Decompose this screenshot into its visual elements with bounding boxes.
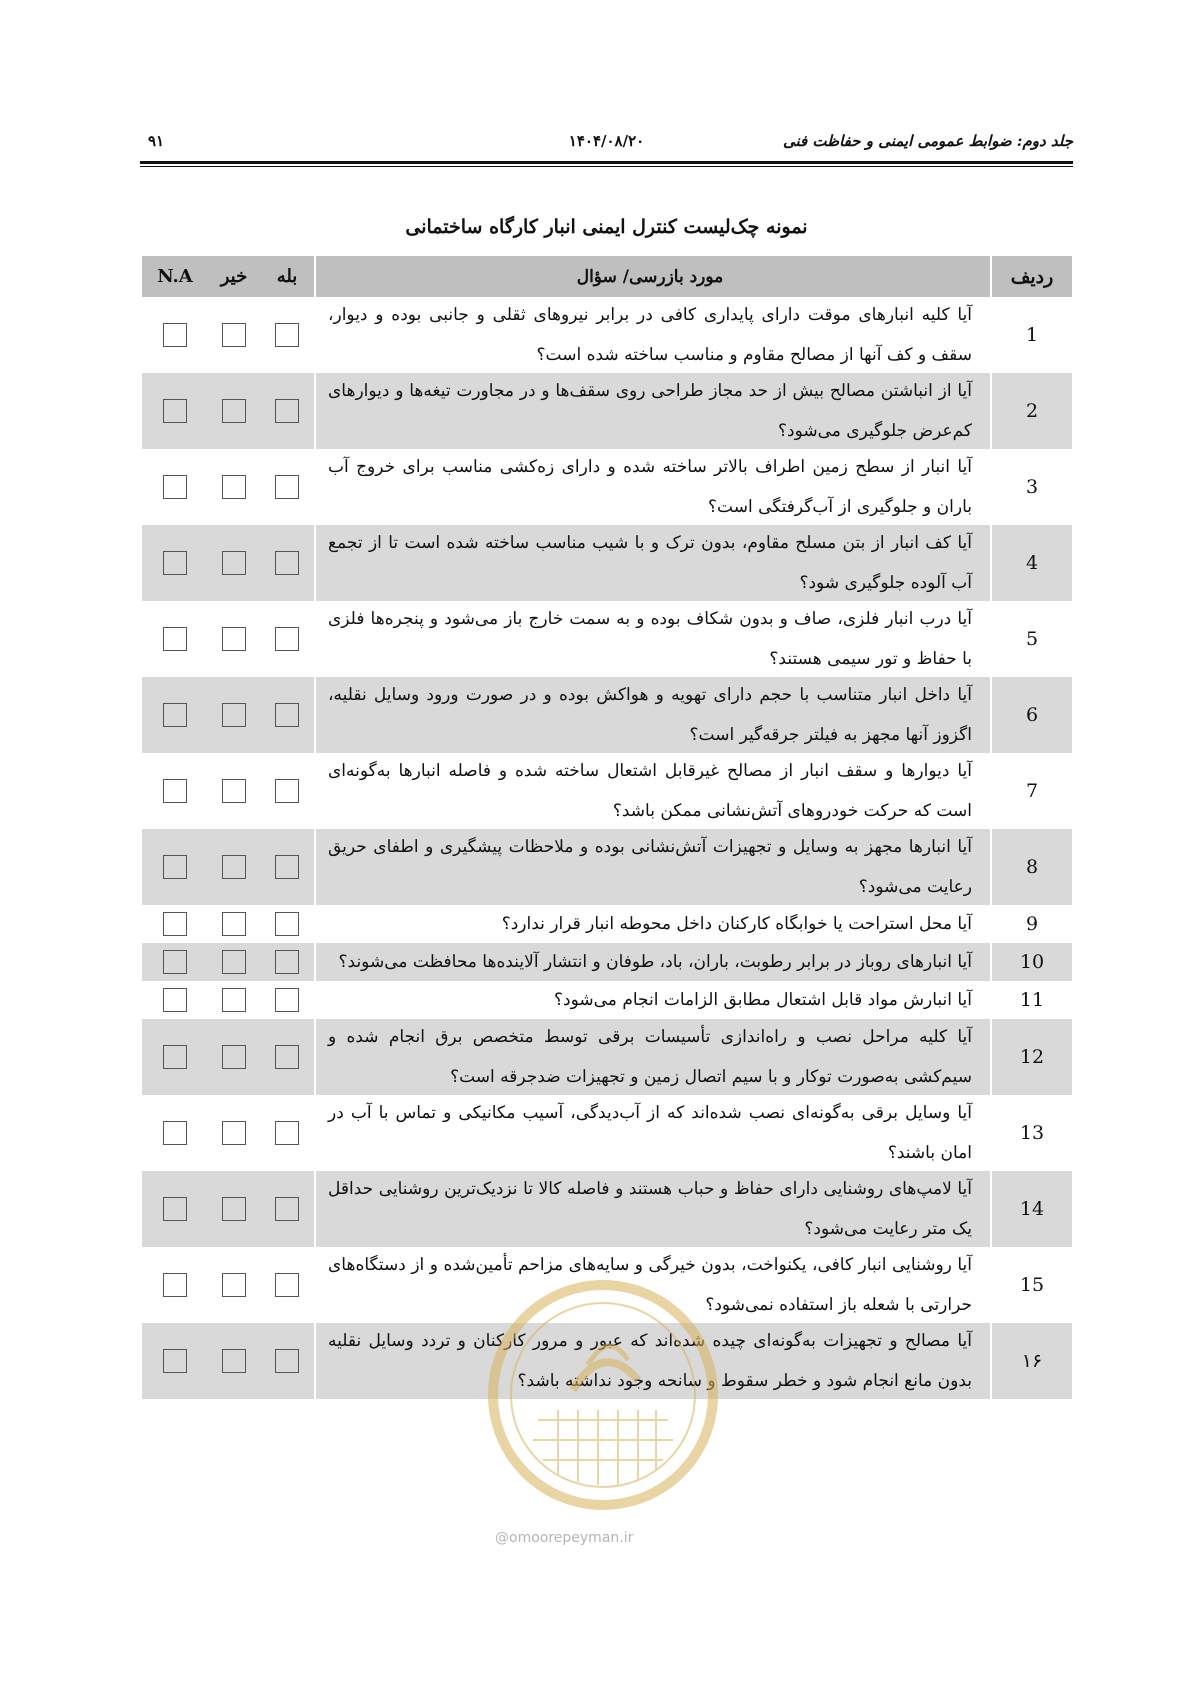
no-cell: [208, 829, 260, 905]
header-rule-thick: [140, 161, 1073, 164]
question-text: آیا انبار از سطح زمین اطراف بالاتر ساخته شده و دارای زه‌کشی مناسب برای خروج آب باران و جلوگیری از آب‌گرفتگی است؟: [328, 457, 972, 517]
header-date: ۱۴۰۴/۰۸/۲۰: [568, 132, 645, 150]
no-checkbox[interactable]: [222, 323, 246, 347]
yes-cell: [260, 297, 316, 373]
na-cell: [142, 905, 208, 943]
na-cell: [142, 1323, 208, 1399]
row-number: 6: [990, 677, 1072, 753]
row-number: 14: [990, 1171, 1072, 1247]
table-row: [142, 373, 1072, 449]
yes-cell: [260, 1095, 316, 1171]
question-cell: [316, 981, 990, 1019]
na-checkbox[interactable]: [163, 1045, 187, 1069]
table-row: [142, 1019, 1072, 1095]
yes-checkbox[interactable]: [275, 912, 299, 936]
na-cell: [142, 829, 208, 905]
yes-cell: [260, 677, 316, 753]
yes-cell: [260, 449, 316, 525]
question-cell: [316, 1095, 990, 1171]
yes-checkbox[interactable]: [275, 1349, 299, 1373]
row-number: ۱۶: [990, 1323, 1072, 1399]
na-cell: [142, 943, 208, 981]
question-text: آیا کف انبار از بتن مسلح مقاوم، بدون ترک و با شیب مناسب ساخته شده است تا از تجمع آب آلوده جلوگیری شود؟: [328, 533, 972, 593]
no-checkbox[interactable]: [222, 912, 246, 936]
yes-checkbox[interactable]: [275, 1045, 299, 1069]
table-row: [142, 1095, 1072, 1171]
row-number: 10: [990, 943, 1072, 981]
no-cell: [208, 449, 260, 525]
na-cell: [142, 373, 208, 449]
no-checkbox[interactable]: [222, 988, 246, 1012]
no-checkbox[interactable]: [222, 950, 246, 974]
na-checkbox[interactable]: [163, 1121, 187, 1145]
no-cell: [208, 1247, 260, 1323]
yes-checkbox[interactable]: [275, 551, 299, 575]
na-cell: [142, 1171, 208, 1247]
no-cell: [208, 525, 260, 601]
row-number: 4: [990, 525, 1072, 601]
table-row: [142, 905, 1072, 943]
no-cell: [208, 753, 260, 829]
yes-cell: [260, 525, 316, 601]
na-cell: [142, 753, 208, 829]
yes-cell: [260, 1247, 316, 1323]
yes-cell: [260, 829, 316, 905]
na-checkbox[interactable]: [163, 950, 187, 974]
question-text: آیا انبارها مجهز به وسایل و تجهیزات آتش‌نشانی بوده و ملاحظات پیشگیری و اطفای حریق رعایت می‌شود؟: [328, 837, 972, 897]
no-checkbox[interactable]: [222, 1197, 246, 1221]
question-cell: [316, 449, 990, 525]
page-header: [140, 128, 1073, 158]
na-checkbox[interactable]: [163, 627, 187, 651]
header-na: N.A: [157, 266, 193, 287]
header-question: مورد بازرسی/ سؤال: [576, 266, 724, 287]
table-header-row: [142, 256, 1072, 297]
yes-checkbox[interactable]: [275, 399, 299, 423]
no-cell: [208, 373, 260, 449]
yes-cell: [260, 373, 316, 449]
table-row: [142, 981, 1072, 1019]
na-checkbox[interactable]: [163, 779, 187, 803]
na-checkbox[interactable]: [163, 855, 187, 879]
question-cell: [316, 905, 990, 943]
table-row: [142, 829, 1072, 905]
na-cell: [142, 525, 208, 601]
question-cell: [316, 1171, 990, 1247]
no-checkbox[interactable]: [222, 855, 246, 879]
na-checkbox[interactable]: [163, 1273, 187, 1297]
header-title: جلد دوم: ضوابط عمومی ایمنی و حفاظت فنی: [783, 132, 1073, 150]
row-number: 12: [990, 1019, 1072, 1095]
no-cell: [208, 1323, 260, 1399]
na-checkbox[interactable]: [163, 1197, 187, 1221]
no-checkbox[interactable]: [222, 1045, 246, 1069]
question-text: آیا انبارش مواد قابل اشتعال مطابق الزامات انجام می‌شود؟: [554, 990, 972, 1010]
yes-checkbox[interactable]: [275, 855, 299, 879]
question-cell: [316, 373, 990, 449]
row-number: 13: [990, 1095, 1072, 1171]
table-caption: نمونه چک‌لیست کنترل ایمنی انبار کارگاه ساختمانی: [405, 216, 808, 238]
na-cell: [142, 601, 208, 677]
yes-checkbox[interactable]: [275, 627, 299, 651]
question-text: آیا کلیه انبارهای موقت دارای پایداری کافی در برابر نیروهای ثقلی و جانبی بوده و دیوار، سقف و کف آنها از مصالح مقاوم و مناسب ساخته شده است؟: [328, 305, 972, 365]
no-checkbox[interactable]: [222, 551, 246, 575]
na-cell: [142, 297, 208, 373]
yes-checkbox[interactable]: [275, 323, 299, 347]
question-cell: [316, 1019, 990, 1095]
question-cell: [316, 297, 990, 373]
no-cell: [208, 1095, 260, 1171]
question-cell: [316, 677, 990, 753]
yes-checkbox[interactable]: [275, 779, 299, 803]
header-yes: بله: [260, 256, 316, 297]
no-checkbox[interactable]: [222, 703, 246, 727]
question-text: آیا انبارهای روباز در برابر رطوبت، باران، باد، طوفان و انتشار آلاینده‌ها محافظت می‌شوند؟: [338, 952, 972, 972]
watermark-at-icon: @: [495, 1530, 509, 1546]
table-row: [142, 753, 1072, 829]
no-cell: [208, 1019, 260, 1095]
question-text: آیا وسایل برقی به‌گونه‌ای نصب شده‌اند که از آب‌دیدگی، آسیب مکانیکی و تماس با آب در امان باشند؟: [328, 1103, 972, 1163]
row-number: 8: [990, 829, 1072, 905]
no-cell: [208, 601, 260, 677]
row-number: 2: [990, 373, 1072, 449]
no-checkbox[interactable]: [222, 475, 246, 499]
na-checkbox[interactable]: [163, 988, 187, 1012]
yes-cell: [260, 753, 316, 829]
question-text: آیا روشنایی انبار کافی، یکنواخت، بدون خیرگی و سایه‌های مزاحم تأمین‌شده و از دستگاه‌های حرارتی با شعله باز استفاده نمی‌شود؟: [328, 1255, 972, 1315]
na-checkbox[interactable]: [163, 1349, 187, 1373]
question-text: آیا کلیه مراحل نصب و راه‌اندازی تأسیسات برقی توسط متخصص برق انجام شده و سیم‌کشی به‌صورت توکار و با سیم اتصال زمین و تجهیزات ضدجرقه است؟: [328, 1027, 972, 1087]
checklist-table: [142, 256, 1072, 1399]
na-cell: [142, 677, 208, 753]
table-row: [142, 601, 1072, 677]
table-row: [142, 297, 1072, 373]
page-number: ۹۱: [148, 132, 165, 150]
table-row: [142, 943, 1072, 981]
na-checkbox[interactable]: [163, 912, 187, 936]
question-text: آیا دیوارها و سقف انبار از مصالح غیرقابل اشتعال ساخته شده و فاصله انبارها به‌گونه‌ای است که حرکت خودروهای آتش‌نشانی ممکن باشد؟: [328, 761, 972, 821]
header-row-number: ردیف: [990, 256, 1072, 297]
question-text: آیا درب انبار فلزی، صاف و بدون شکاف بوده و به سمت خارج باز می‌شود و پنجره‌ها فلزی با حفاظ و تور سیمی هستند؟: [328, 609, 972, 669]
no-checkbox[interactable]: [222, 1121, 246, 1145]
yes-cell: [260, 1019, 316, 1095]
no-cell: [208, 981, 260, 1019]
yes-cell: [260, 981, 316, 1019]
na-checkbox[interactable]: [163, 323, 187, 347]
table-row: [142, 1171, 1072, 1247]
yes-checkbox[interactable]: [275, 1121, 299, 1145]
row-number: 7: [990, 753, 1072, 829]
yes-checkbox[interactable]: [275, 475, 299, 499]
question-text: آیا محل استراحت یا خوابگاه کارکنان داخل محوطه انبار قرار ندارد؟: [501, 914, 972, 934]
yes-cell: [260, 905, 316, 943]
watermark-url: [495, 1530, 633, 1546]
header-rule-thin: [140, 166, 1073, 167]
no-cell: [208, 297, 260, 373]
yes-checkbox[interactable]: [275, 1197, 299, 1221]
yes-cell: [260, 1171, 316, 1247]
row-number: 1: [990, 297, 1072, 373]
yes-cell: [260, 1323, 316, 1399]
question-cell: [316, 829, 990, 905]
na-checkbox[interactable]: [163, 551, 187, 575]
yes-cell: [260, 601, 316, 677]
na-cell: [142, 1247, 208, 1323]
row-number: 11: [990, 981, 1072, 1019]
yes-cell: [260, 943, 316, 981]
na-checkbox[interactable]: [163, 475, 187, 499]
table-row: [142, 677, 1072, 753]
no-checkbox[interactable]: [222, 1349, 246, 1373]
no-cell: [208, 677, 260, 753]
yes-checkbox[interactable]: [275, 988, 299, 1012]
question-cell: [316, 601, 990, 677]
table-row: [142, 525, 1072, 601]
question-cell: [316, 943, 990, 981]
no-cell: [208, 943, 260, 981]
question-text: آیا از انباشتن مصالح بیش از حد مجاز طراحی روی سقف‌ها و در مجاورت تیغه‌ها و دیوارهای کم‌عرض جلوگیری می‌شود؟: [328, 381, 972, 441]
row-number: 5: [990, 601, 1072, 677]
yes-checkbox[interactable]: [275, 1273, 299, 1297]
question-text: آیا داخل انبار متناسب با حجم دارای تهویه و هواکش بوده و در صورت ورود وسایل نقلیه، اگزوز آنها مجهز به فیلتر جرقه‌گیر است؟: [328, 685, 972, 745]
header-no: خیر: [220, 266, 248, 287]
question-cell: [316, 753, 990, 829]
na-checkbox[interactable]: [163, 399, 187, 423]
watermark-logo-icon: [478, 1270, 728, 1520]
no-checkbox[interactable]: [222, 399, 246, 423]
na-cell: [142, 1019, 208, 1095]
row-number: 3: [990, 449, 1072, 525]
watermark-url-text: omoorepeyman.ir: [509, 1530, 634, 1546]
row-number: 9: [990, 905, 1072, 943]
na-cell: [142, 1095, 208, 1171]
no-cell: [208, 905, 260, 943]
yes-checkbox[interactable]: [275, 950, 299, 974]
no-checkbox[interactable]: [222, 1273, 246, 1297]
na-cell: [142, 449, 208, 525]
no-cell: [208, 1171, 260, 1247]
question-text: آیا لامپ‌های روشنایی دارای حفاظ و حباب هستند و فاصله کالا تا نزدیک‌ترین روشنایی حداقل یک متر رعایت می‌شود؟: [328, 1179, 972, 1239]
na-checkbox[interactable]: [163, 703, 187, 727]
yes-checkbox[interactable]: [275, 703, 299, 727]
no-checkbox[interactable]: [222, 779, 246, 803]
table-row: [142, 449, 1072, 525]
question-cell: [316, 525, 990, 601]
row-number: 15: [990, 1247, 1072, 1323]
no-checkbox[interactable]: [222, 627, 246, 651]
na-cell: [142, 981, 208, 1019]
question-text: آیا مصالح و تجهیزات به‌گونه‌ای چیده شده‌اند که عبور و مرور کارکنان و تردد وسایل نقلیه بدون مانع انجام شود و خطر سقوط و سانحه وجود نداشته باشد؟: [328, 1331, 972, 1391]
